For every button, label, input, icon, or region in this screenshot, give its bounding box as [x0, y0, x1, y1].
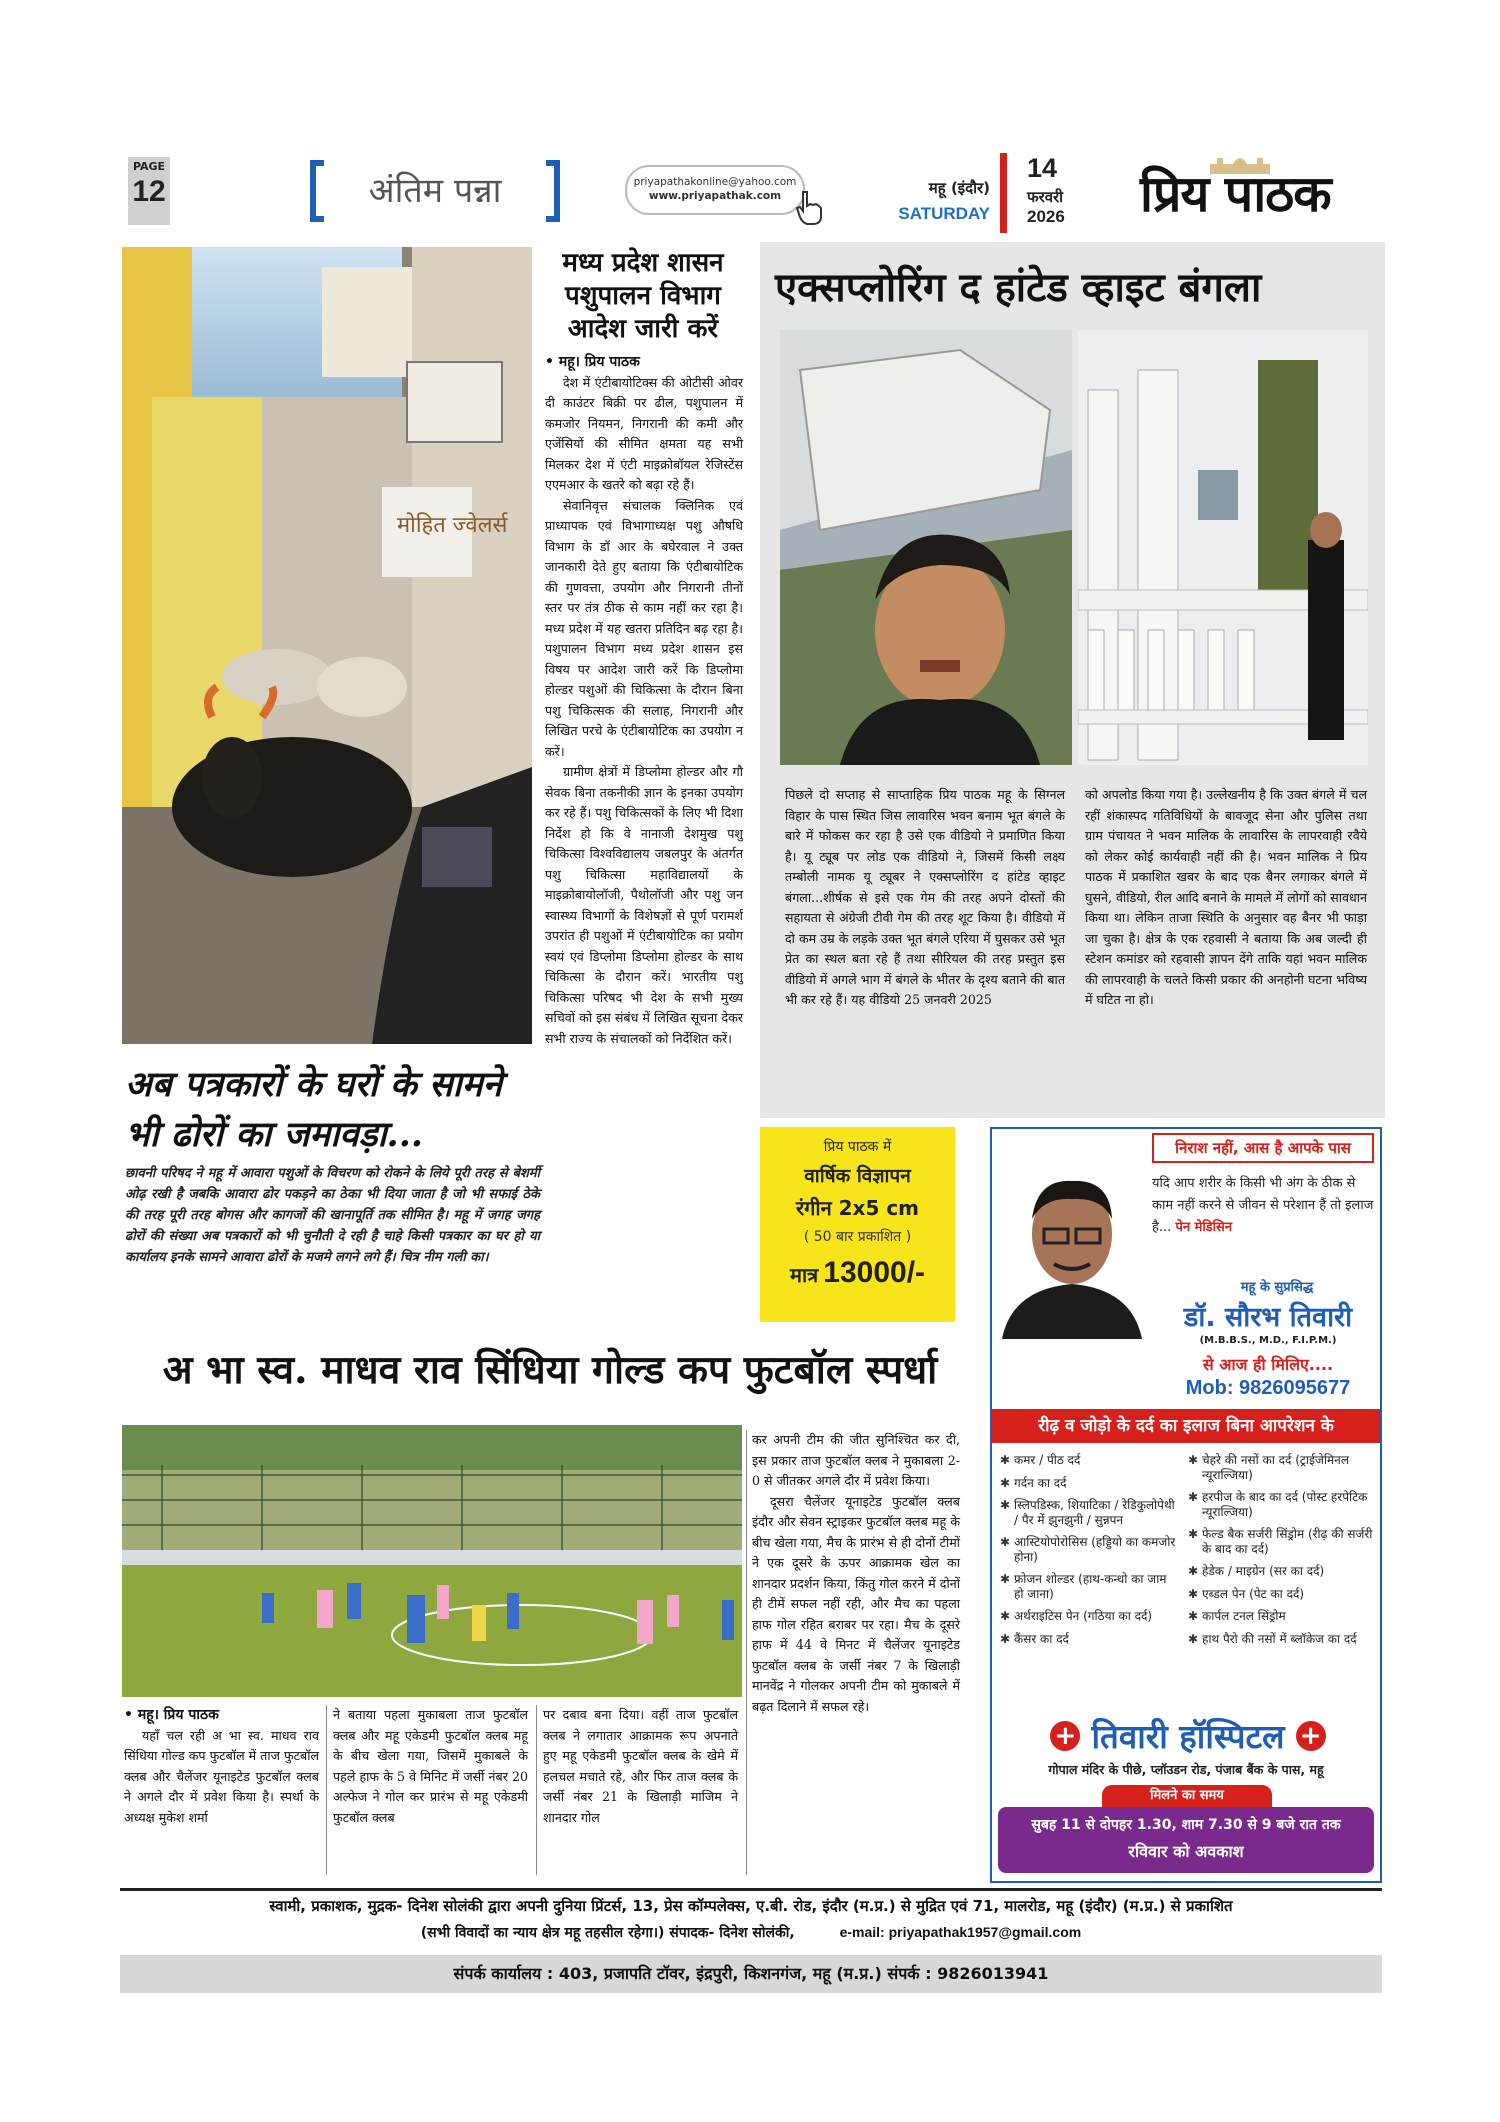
football-col-4-p1: कर अपनी टीम की जीत सुनिश्चित कर दी, इस प्रकार ताज फुटबॉल क्लब ने मुकाबला 2-0 से जीतकर अगले दौर में प्रवेश किया। — [752, 1432, 960, 1488]
doctor-name: डॉ. सौरभ तिवारी — [1183, 1302, 1353, 1333]
cattle-street-photo — [122, 247, 532, 1044]
annual-ad-offer — [760, 1127, 955, 1322]
list-item: ✱ फ्रोजन शोल्डर (हाथ-कन्धो का जाम हो जाना) — [1000, 1572, 1167, 1601]
football-byline: • महू। प्रिय पाठक — [124, 1707, 219, 1723]
ad-price-label: मात्र — [789, 1263, 819, 1287]
list-item: ✱ अर्थराइटिस पेन (गठिया का दर्द) — [1000, 1609, 1153, 1623]
doctor-intro — [1152, 1173, 1374, 1239]
treatment-list-right — [1188, 1453, 1376, 1654]
vet-paragraph-2: सेवानिवृत्त संचालक क्लिनिक एवं प्राध्यापक एवं विभागाध्यक्ष पशु औषधि विभाग के डॉ आर के बघेरवाल ने उक्त जानकारी देते हुए बताया कि एंटीबायोटिक की गुणवत्ता, उपयोग और निगरानी तीनों स्तर पर तंत्र ठीक से काम नहीं कर रहा है। मध्य प्रदेश में यह खतरा प्रतिदिन बढ़ रहा है। पशुपालन विभाग मध्य प्रदेश शासन इस विषय पर आदेश जारी करें कि डिप्लोमा होल्डर पशुओं की चिकित्सा के दौरान बिना पशु चिकित्सक की सलाह, निगरानी और लिखित परचे के एंटीबायोटिक का उपयोग न करें। — [545, 497, 743, 759]
bungalow-col-1: पिछले दो सप्ताह से साप्ताहिक प्रिय पाठक महू के सिग्नल विहार के पास स्थित जिस लावारिस भवन बनाम भूत बंगले के बारे में फोकस कर रहा है उसे एक वीडियो ने प्रमाणित किया है। यू ट्यूब पर लोड एक वीडियो ने, जिसमें किसी लक्ष्य तम्बोली नामक यू ट्यूबर ने एक्सप्लोरिंग द हांटेड व्हाइट बंगला...शीर्षक से इसे एक गेम की तरह अपने दोस्तों की सहायता से अंग्रेजी टीवी गेम की तरह शूट किया है। वीडियो में दो कम उम्र के लड़के उक्त भूत बंगले एरिया में घुसकर उसे भूत प्रेत का स्थल बता रहे हैं तथा सीरियल की तरह प्रस्तुत इस वीडियो में अगले भाग में बंगले के भीतर के दृश्य बताने की बात भी कर रहे हैं। यह वीडियो 25 जनवरी 2025 — [785, 787, 1065, 1007]
imprint-jurisdiction: (सभी विवादों का न्याय क्षेत्र महू तहसील रहेगा।) संपादक- दिनेश सोलंकी, — [420, 1925, 795, 1941]
timing-title: मिलने का समय — [1102, 1785, 1272, 1807]
star-icon: ✱ — [1000, 1475, 1011, 1490]
doctor-famous: महू के सुप्रसिद्ध — [1240, 1280, 1314, 1295]
star-icon: ✱ — [1188, 1631, 1199, 1646]
imprint-line-2 — [120, 1923, 1382, 1942]
list-item: ✱ हेडेक / माइग्रेन (सर का दर्द) — [1188, 1564, 1325, 1578]
timing-box — [998, 1807, 1374, 1873]
treatment-list-left — [1000, 1453, 1178, 1654]
list-item: ✱ स्लिपडिस्क, शियाटिका / रेडिकुलोपेथी / पैर में झुनझुनी / सुन्नपन — [1000, 1498, 1175, 1527]
day-name: SATURDAY — [898, 204, 990, 223]
ad-rate-line3: रंगीन 2x5 cm — [795, 1196, 920, 1220]
doctor-tagline: निराश नहीं, आस है आपके पास — [1152, 1133, 1374, 1163]
footer-rule — [120, 1888, 1382, 1891]
doctor-portrait — [992, 1149, 1152, 1339]
star-icon: ✱ — [1188, 1490, 1199, 1504]
shop-sign: मोहित ज्वेलर्स — [397, 513, 508, 538]
doctor-ad — [990, 1127, 1382, 1883]
football-col-1 — [124, 1705, 319, 1828]
list-item: ✱ कमर / पीठ दर्द — [1000, 1453, 1081, 1467]
football-col-2: ने बताया पहला मुकाबला ताज फुटबॉल क्लब और महू एकेडमी फुटबॉल क्लब महू के बीच खेला गया, जिसमें मुकाबले के पहले हाफ के 5 वे मिनिट में जर्सी नंबर 20 अल्फेज ने गोल कर प्रारंभ से महू एकेडमी फुटबॉल क्लब — [333, 1707, 528, 1825]
hospital-name: तिवारी हॉस्पिटल — [1091, 1717, 1285, 1756]
masthead-logo: प्रिय पाठक — [1140, 165, 1331, 223]
list-item: ✱ हरपीज के बाद का दर्द (पोस्ट हरपेटिक न्यूराल्जिया) — [1188, 1490, 1368, 1519]
star-icon: ✱ — [1000, 1453, 1011, 1467]
timing-text: सुबह 11 से दोपहर 1.30, शाम 7.30 से 9 बजे रात तक — [1031, 1817, 1341, 1833]
doctor-intro-highlight: पेन मेडिसिन — [1175, 1220, 1233, 1235]
bungalow-headline: एक्सप्लोरिंग द हांटेड व्हाइट बंगला — [775, 264, 1262, 311]
star-icon: ✱ — [1188, 1453, 1199, 1467]
section-title — [310, 160, 560, 222]
web-contact-box — [625, 165, 805, 215]
star-icon: ✱ — [1188, 1586, 1199, 1601]
list-item: ✱ आस्टियोपोरोसिस (हड्डियो का कमजोर होना) — [1000, 1535, 1176, 1564]
ad-rate-line4: ( 50 बार प्रकाशित ) — [803, 1229, 912, 1245]
date-day: 14 — [1027, 153, 1058, 183]
star-icon: ✱ — [1000, 1609, 1011, 1623]
list-item: ✱ एब्डल पेन (पेट का दर्द) — [1188, 1586, 1305, 1601]
football-match-photo — [122, 1425, 742, 1697]
red-cross-icon: + — [1296, 1721, 1326, 1751]
star-icon: ✱ — [1000, 1572, 1011, 1586]
football-col-4 — [752, 1430, 960, 1717]
hospital-name-row — [1010, 1713, 1366, 1755]
bungalow-col-2: को अपलोड किया गया है। उल्लेखनीय है कि उक्त बंगले में चल रहीं शंकास्पद गतिविधियों के बावजूद सेना और पुलिस तथा ग्राम पंचायत ने भवन मालिक के लावारिस के लापरवाही रवैये को लेकर कोई कार्यवाही नहीं की है। भवन मालिक ने प्रिय पाठक में प्रकाशित खबर के बाद एक बैनर लगाकर बंगले में घुसने, वीडियो, रील आदि बनाने के मामले में लोगों को सावधान किया था। लेकिन ताजा स्थिति के अनुसार वह बैनर भी फाड़ा जा चुका है। क्षेत्र के एक रहवासी ने बताया कि अब जल्दी ही स्टेशन कमांडर को रहवासी ज्ञापन देंगे ताकि यहां भवन मालिक की लापरवाही के चलते किसी प्रकार की अनहोनी घटना भविष्य में घटित ना हो। — [1085, 787, 1367, 1007]
pointing-hand-icon — [793, 188, 827, 226]
vet-paragraph-1: देश में एंटीबायोटिक्स की ओटीसी ओवर दी काउंटर बिक्री पर ढील, पशुपालन में कमजोर नियमन, निगरानी की कमी और एजेंसियों की सीमित क्षमता यह सभी मिलकर देश में एंटी माइक्रोबॉयल रेजिस्टेंस एएमआर के खतरे को बढ़ा रहे हैं। — [545, 374, 743, 492]
football-col-1-text: यहाँ चल रही अ भा स्व. माधव राव सिंधिया गोल्ड कप फुटबॉल में ताज फुटबॉल क्लब और चैलेंजर यूनाइटेड फुटबॉल क्लब ने अगले दौर में प्रवेश किया है। स्पर्धा के अध्यक्ष मुकेश शर्मा — [124, 1727, 319, 1825]
football-col-3: पर दबाव बना दिया। वहीं ताज फुटबॉल क्लब ने लगातार आक्रामक रूप अपनाते हुए महू एकेडमी फुटबॉल क्लब के खेमे में हलचल मचाते रहे, और फिर ताज क्लब के जर्सी नंबर 21 के खिलाड़ी माजिम ने शानदार गोल — [543, 1707, 738, 1825]
list-item: ✱ चेहरे की नसों का दर्द (ट्राईजेमिनल न्यूराल्जिया) — [1188, 1453, 1349, 1482]
page-label: PAGE — [132, 160, 166, 173]
column-divider — [746, 1430, 747, 1875]
vet-paragraph-3: ग्रामीण क्षेत्रों में डिप्लोमा होल्डर और गौ सेवक बिना तकनीकी ज्ञान के इनका उपयोग कर रहे हैं। पशु चिकित्सकों के लिए भी दिशा निर्देश हो कि वे नानाजी देशमुख पशु चिकित्सा विश्वविद्यालय जबलपुर के अंतर्गत पशु चिकित्सा महाविद्यालयों के माइक्रोबायोलॉजी, पैथोलॉजी और पशु जन स्वास्थ्य विभागों के विशेषज्ञों से पूर्ण परामर्श उपरांत ही पशुओं में एंटीबायोटिक का प्रयोग स्वयं एवं डिप्लोमा डिप्लोमा होल्डर के साथ चिकित्सा के दौरान करें। भारतीय पशु चिकित्सा परिषद भी देश के सभी मुख्य सचिवों को इस संबंध में लिखित सूचना देकर सभी राज्य के संचालकों को निर्देशित करें। — [545, 764, 743, 1046]
list-item: ✱ फेल्ड बैक सर्जरी सिंड्रोम (रीढ़ की सर्जरी के बाद का दर्द) — [1188, 1527, 1373, 1556]
email-link[interactable]: priyapathakonline@yahoo.com — [633, 176, 797, 188]
star-icon: ✱ — [1000, 1498, 1011, 1512]
list-item: ✱ हाथ पैरो की नसों में ब्लॉकेज का दर्द — [1188, 1631, 1357, 1646]
ad-rate-line1: प्रिय पाठक में — [823, 1139, 892, 1155]
bungalow-selfie-photo — [780, 330, 1072, 765]
doctor-meet: से आज ही मिलिए.... — [1202, 1355, 1334, 1374]
football-col-4-p2: दूसरा चैलेंजर यूनाइटेड फुटबॉल क्लब इंदौर और सेवन स्ट्राइकर फुटबॉल क्लब महू के बीच खेला गया, मैच के प्रारंभ से ही दोनों टीमों ने एक दूसरे के ऊपर आक्रामक खेल का शानदार प्रदर्शन किया, किंतु गोल करने में दोनों ही टीमें सफल नहीं रही, और मैच का पहला हाफ गोल रहित बराबर पर रहा। मैच के दूसरे हाफ में 44 वे मिनट में चैलेंजर यूनाइटेड फुटबॉल क्लब के जर्सी नंबर 7 के खिलाड़ी मानवेंद्र ने गोलकर अपनी टीम को मुकाबले में बढ़त दिलाने में सफल रहे। — [752, 1493, 960, 1714]
cattle-caption: छावनी परिषद ने महू में आवारा पशुओं के विचरण को रोकने के लिये पूरी तरह से बेशर्मी ओढ़ रखी है जबकि आवारा ढोर पकड़ने का ठेका भी दिया जाता है जो भी सफाई ठेके की तरह पूरी तरह बोगस और कागजों की खानापूर्ति तक सीमित है। महू में जगह जगह ढोरों की संख्या अब पत्रकारों को भी चुनौती दे रही है चाहे किसी पत्रकार का घर हो या कार्यालय इनके सामने आवारा ढोरों के मजमे लगने लगे हैं। चित्र नीम गली का। — [125, 1166, 540, 1265]
cattle-headline: अब पत्रकारों के घरों के सामने भी ढोरों का जमावड़ा... — [125, 1064, 503, 1155]
left-bracket — [310, 160, 324, 222]
doctor-intro-text: यदि आप शरीर के किसी भी अंग के ठीक से काम नहीं करने से जीवन से परेशान हैं तो इलाज है... — [1152, 1176, 1374, 1235]
place-name: महू (इंदौर) — [928, 179, 990, 197]
ad-rate-line2: वार्षिक विज्ञापन — [804, 1165, 911, 1187]
list-item: ✱ कार्पल टनल सिंड्रोम — [1188, 1609, 1286, 1623]
holiday-text: रविवार को अवकाश — [1128, 1842, 1244, 1861]
page-number: 12 — [132, 175, 166, 208]
right-bracket — [546, 160, 560, 222]
column-divider — [326, 1705, 327, 1875]
treatment-banner: रीढ़ व जोड़ो के दर्द का इलाज बिना आपरेशन के — [992, 1409, 1380, 1443]
vet-story-body — [545, 352, 743, 1049]
star-icon: ✱ — [1188, 1564, 1199, 1578]
star-icon: ✱ — [1188, 1527, 1199, 1541]
date-month: फरवरी — [1027, 188, 1064, 206]
star-icon: ✱ — [1000, 1631, 1011, 1646]
star-icon: ✱ — [1000, 1535, 1011, 1549]
ad-price: 13000/- — [823, 1256, 926, 1289]
page-number-badge — [128, 157, 170, 225]
hospital-address: गोपाल मंदिर के पीछे, प्लॉउडन रोड, पंजाब बैंक के पास, महू — [1048, 1762, 1324, 1777]
vet-headline: मध्य प्रदेश शासन पशुपालन विभाग आदेश जारी करें — [562, 248, 724, 344]
footer-email[interactable]: e-mail: priyapathak1957@gmail.com — [839, 1924, 1082, 1940]
red-cross-icon: + — [1050, 1721, 1080, 1751]
website-link[interactable]: www.priyapathak.com — [648, 190, 782, 202]
contact-bar: संपर्क कार्यालय : 403, प्रजापति टॉवर, इंद्रपुरी, किशनगंज, महू (म.प्र.) संपर्क : 9826013941 — [120, 1955, 1382, 1993]
date-divider — [1000, 153, 1007, 233]
football-headline: अ भा स्व. माधव राव सिंधिया गोल्ड कप फुटबॉल स्पर्धा — [162, 1347, 938, 1393]
vet-byline: • महू। प्रिय पाठक — [545, 354, 640, 370]
list-item: ✱ गर्दन का दर्द — [1000, 1475, 1067, 1490]
list-item: ✱ कैंसर का दर्द — [1000, 1631, 1069, 1646]
doctor-degrees: (M.B.B.S., M.D., F.I.P.M.) — [1199, 1335, 1337, 1346]
bungalow-balcony-photo — [1078, 330, 1368, 765]
section-title-text: अंतिम पन्ना — [368, 171, 502, 211]
column-divider — [536, 1705, 537, 1875]
date-year: 2026 — [1027, 207, 1065, 226]
star-icon: ✱ — [1188, 1609, 1199, 1623]
doctor-mobile[interactable]: Mob: 9826095677 — [1185, 1377, 1351, 1399]
imprint-line-1: स्वामी, प्रकाशक, मुद्रक- दिनेश सोलंकी द्वारा अपनी दुनिया प्रिंटर्स, 13, प्रेस कॉम्पलेक्स, ए.बी. रोड, इंदौर (म.प्र.) से मुद्रित एवं 71, मालरोड, महू (इंदौर) (म.प्र.) से प्रकाशित — [269, 1897, 1233, 1915]
